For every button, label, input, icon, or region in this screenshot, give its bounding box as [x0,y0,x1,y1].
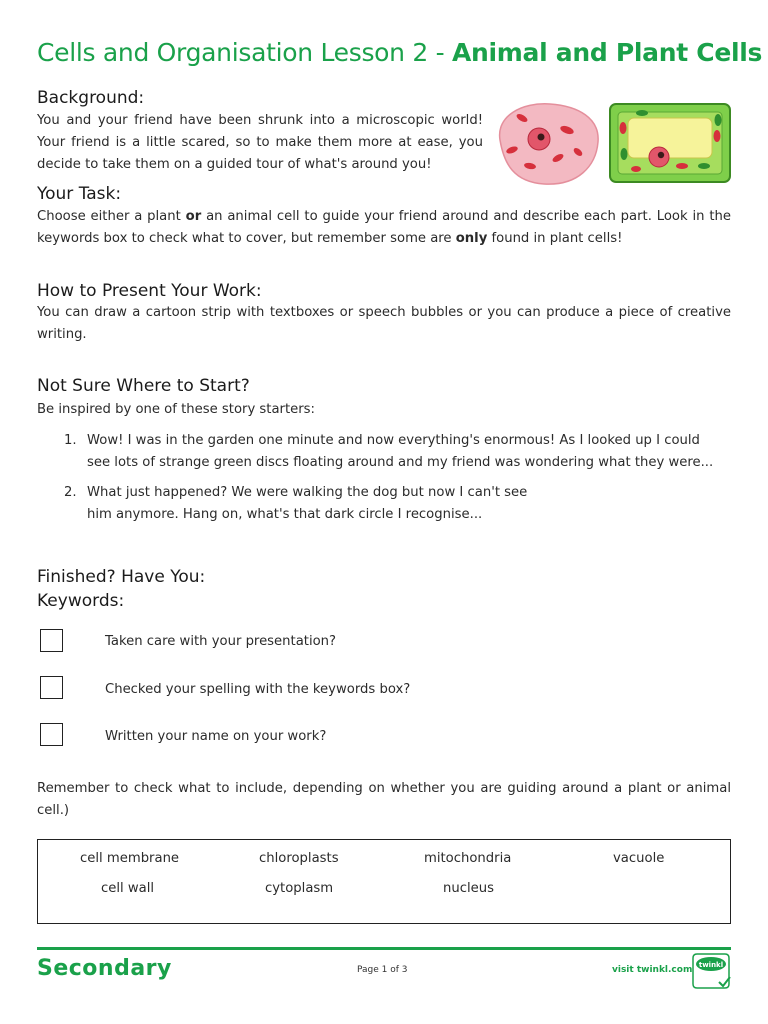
keyword-item: cytoplasm [265,881,334,896]
checklist-label: Taken care with your presentation? [105,634,337,649]
checklist-checkbox-name[interactable] [40,723,63,746]
title-prefix: Cells and Organisation Lesson 2 - [37,38,452,67]
keywords-heading: Keywords: [37,591,125,611]
present-text: You can draw a cartoon strip with textboxes or speech bubbles or you can produce a piece of creative writing. [37,305,731,342]
footer-brand: Secondary [37,956,172,981]
keyword-item: cell wall [101,881,155,896]
task-bold-only: only [455,231,488,246]
start-intro: Be inspired by one of these story starters: [37,402,315,417]
story-starter-text: Wow! I was in the garden one minute and now everything's enormous! As I looked up I could see lots of strange green discs floating around and my friend was wondering what they were... [87,433,714,470]
title-emphasis: Animal and Plant Cells [451,38,763,67]
animal-cell-illustration [500,104,599,184]
task-text-part3: found in plant cells! [487,231,623,246]
keywords-box [37,839,731,924]
background-heading: Background: [37,88,145,108]
page-title [37,38,763,67]
checklist-label: Checked your spelling with the keywords box? [105,682,411,697]
story-starter-number: 1. [64,433,77,448]
task-bold-or: or [185,209,202,224]
checklist-checkbox-spelling[interactable] [40,676,63,699]
finished-heading: Finished? Have You: [37,567,206,587]
twinkl-quality-badge-icon [689,952,733,992]
task-text [37,206,731,250]
keyword-item: cell membrane [80,851,180,866]
task-text-part2: an animal cell to guide your friend around and describe each part. Look in the keywords box to check what to cover, but remember some are [37,209,731,246]
checklist-label: Written your name on your work? [105,729,327,744]
background-text: You and your friend have been shrunk into a microscopic world! Your friend is a little scared, so to make them more at ease, you decide to take them on a guided tour of what's around you! [37,113,483,172]
keyword-item: mitochondria [424,851,512,866]
story-starter-2 [64,482,724,526]
task-heading: Your Task: [37,184,122,204]
story-starter-1 [64,430,724,474]
story-starter-text-line1: What just happened? We were walking the dog but now I can't see [87,485,528,500]
task-text-part1: Choose either a plant [37,209,186,224]
visit-link[interactable]: visit twinkl.com [612,965,693,975]
reminder-text: Remember to check what to include, depending on whether you are guiding around a plant or animal cell.) [37,781,731,818]
keyword-item: vacuole [613,851,665,866]
keyword-item: chloroplasts [259,851,339,866]
keyword-item: nucleus [443,881,494,896]
present-heading: How to Present Your Work: [37,281,262,301]
footer-divider [37,947,731,950]
plant-cell-illustration [610,104,730,182]
page-number: Page 1 of 3 [357,965,408,975]
story-starter-text-line2: him anymore. Hang on, what's that dark circle I recognise... [87,507,483,522]
start-heading: Not Sure Where to Start? [37,376,250,396]
cell-illustrations [492,98,734,190]
badge-word: twinkl [698,961,724,969]
story-starter-number: 2. [64,485,77,500]
checklist-checkbox-presentation[interactable] [40,629,63,652]
